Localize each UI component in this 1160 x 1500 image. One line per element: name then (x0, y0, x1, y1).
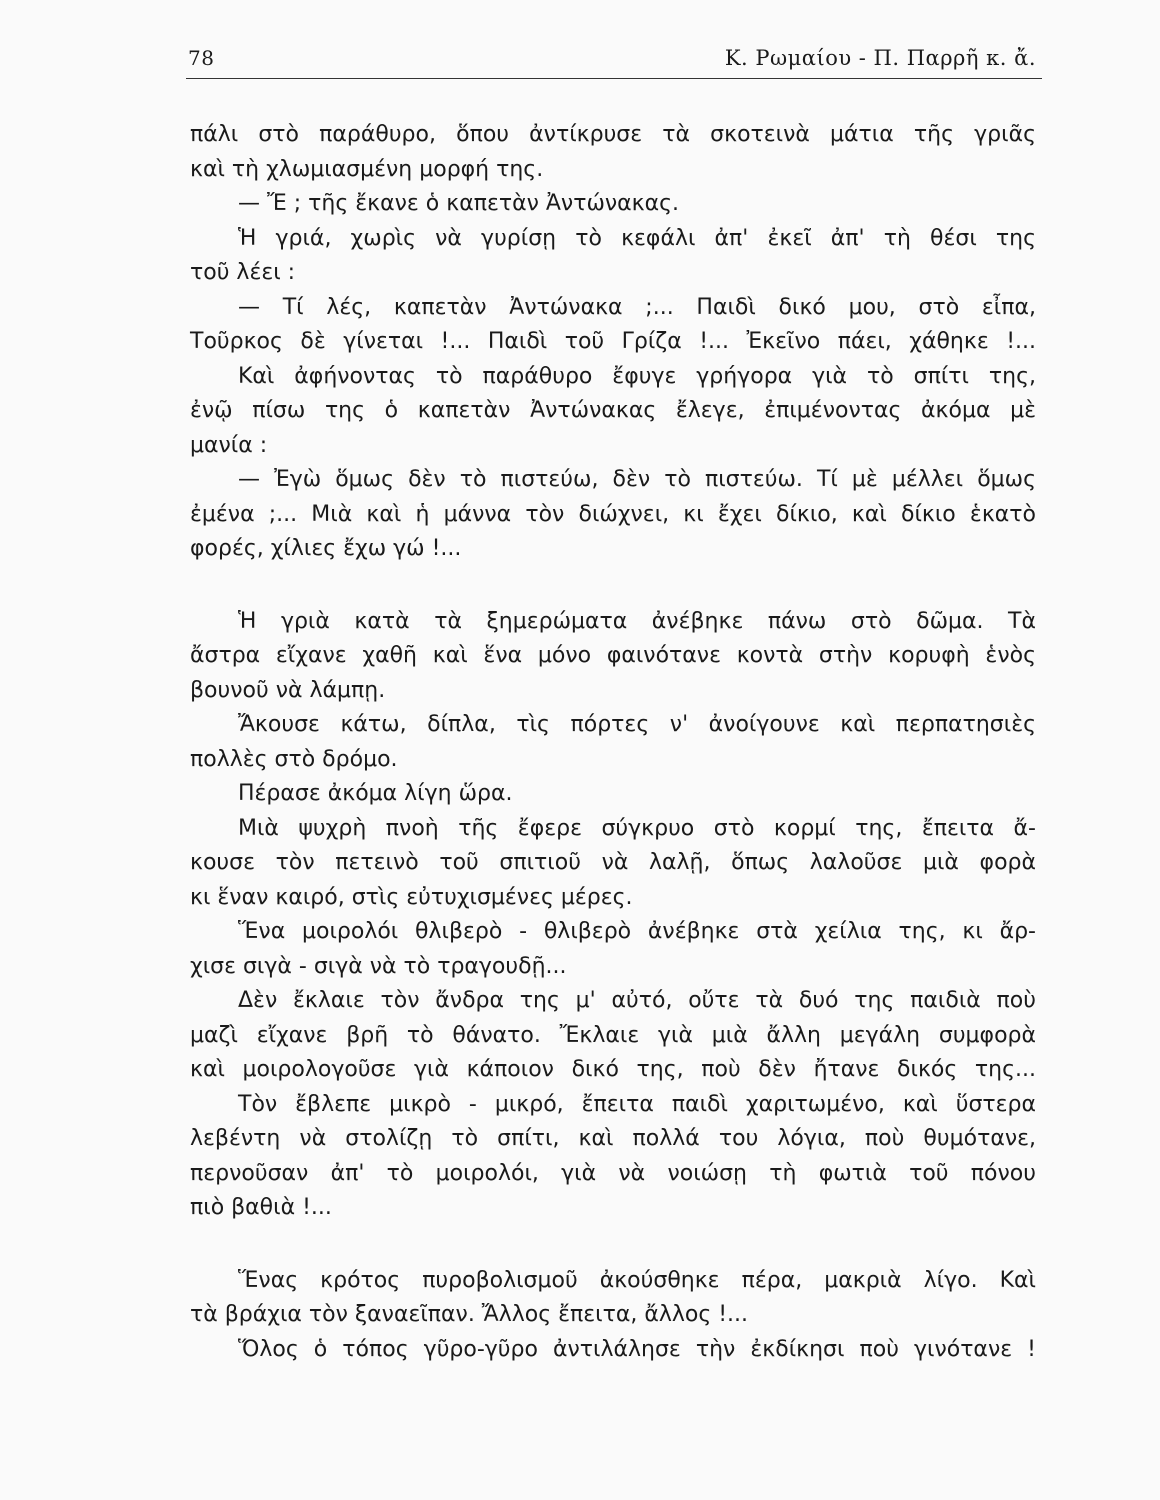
text-line: κουσε τὸν πετεινὸ τοῦ σπιτιοῦ νὰ λαλῇ, ὅπως λαλοῦσε μιὰ φορὰ (190, 850, 1036, 875)
text-line: Ἕνα μοιρολόι θλιβερὸ - θλιβερὸ ἀνέβηκε στὰ χείλια της, κι ἄρ- (238, 919, 1036, 944)
text-line: πάλι στὸ παράθυρο, ὅπου ἀντίκρυσε τὰ σκοτεινὰ μάτια τῆς γριᾶς (190, 122, 1036, 147)
text-line: λεβέντη νὰ στολίζῃ τὸ σπίτι, καὶ πολλά του λόγια, ποὺ θυμότανε, (190, 1126, 1036, 1151)
text-line: Τοῦρκος δὲ γίνεται !... Παιδὶ τοῦ Γρίζα !... Ἐκεῖνο πάει, χάθηκε !... (190, 329, 1036, 354)
running-head: Κ. Ρωμαίου - Π. Παρρῆ κ. ἄ. (724, 46, 1036, 70)
body-text (190, 118, 1036, 1367)
text-line: Πέρασε ἀκόμα λίγη ὥρα. (238, 781, 513, 806)
text-line: περνοῦσαν ἀπ' τὸ μοιρολόι, γιὰ νὰ νοιώσῃ τὴ φωτιὰ τοῦ πόνου (190, 1160, 1036, 1186)
text-line: Ἡ γριά, χωρὶς νὰ γυρίσῃ τὸ κεφάλι ἀπ' ἐκεῖ ἀπ' τὴ θέσι της (238, 225, 1036, 251)
page-header (188, 46, 1036, 78)
text-line: φορές, χίλιες ἔχω γώ !... (190, 536, 462, 561)
text-line: κι ἕναν καιρό, στὶς εὐτυχισμένες μέρες. (190, 884, 633, 910)
text-line: — Τί λές, καπετὰν Ἀντώνακα ;... Παιδὶ δικό μου, στὸ εἶπα, (238, 294, 1036, 320)
header-rule (186, 78, 1042, 79)
text-line: καὶ μοιρολογοῦσε γιὰ κάποιον δικό της, ποὺ δὲν ἤτανε δικός της... (190, 1057, 1036, 1082)
text-line: Ἡ γριὰ κατὰ τὰ ξημερώματα ἀνέβηκε πάνω στὸ δῶμα. Τὰ (238, 608, 1036, 634)
text-line: χισε σιγὰ - σιγὰ νὰ τὸ τραγουδῇ... (190, 953, 567, 979)
text-line: Μιὰ ψυχρὴ πνοὴ τῆς ἔφερε σύγκρυο στὸ κορμί της, ἔπειτα ἄ- (238, 815, 1036, 841)
text-line: καὶ τὴ χλωμιασμένη μορφή της. (190, 156, 544, 182)
text-line: ἐμένα ;... Μιὰ καὶ ἡ μάννα τὸν διώχνει, κι ἔχει δίκιο, καὶ δίκιο ἑκατὸ (190, 501, 1036, 527)
text-line: Τὸν ἔβλεπε μικρὸ - μικρό, ἔπειτα παιδὶ χαριτωμένο, καὶ ὕστερα (238, 1091, 1036, 1117)
text-line: βουνοῦ νὰ λάμπῃ. (190, 677, 386, 703)
text-line: μαζὶ εἴχανε βρῆ τὸ θάνατο. Ἔκλαιε γιὰ μιὰ ἄλλη μεγάλη συμφορὰ (190, 1022, 1036, 1048)
text-line: Δὲν ἔκλαιε τὸν ἄνδρα της μ' αὐτό, οὔτε τὰ δυό της παιδιὰ ποὺ (238, 988, 1036, 1013)
text-line: — Ἔ ; τῆς ἔκανε ὁ καπετὰν Ἀντώνακας. (238, 191, 680, 216)
text-line: Ἄκουσε κάτω, δίπλα, τὶς πόρτες ν' ἀνοίγουνε καὶ περπατησιὲς (238, 712, 1036, 737)
text-line: ἄστρα εἴχανε χαθῆ καὶ ἕνα μόνο φαινότανε κοντὰ στὴν κορυφὴ ἑνὸς (190, 643, 1036, 668)
text-line: Καὶ ἀφήνοντας τὸ παράθυρο ἔφυγε γρήγορα γιὰ τὸ σπίτι της, (238, 363, 1036, 389)
page-number: 78 (188, 46, 215, 70)
text-line: μανία : (190, 432, 268, 458)
text-line: πολλὲς στὸ δρόμο. (190, 746, 398, 772)
text-line: τοῦ λέει : (190, 260, 296, 285)
text-line: — Ἐγὼ ὅμως δὲν τὸ πιστεύω, δὲν τὸ πιστεύω. Τί μὲ μέλλει ὅμως (238, 467, 1036, 492)
text-line: ἐνῷ πίσω της ὁ καπετὰν Ἀντώνακας ἔλεγε, ἐπιμένοντας ἀκόμα μὲ (190, 398, 1036, 423)
text-line: Ὅλος ὁ τόπος γῦρο-γῦρο ἀντιλάλησε τὴν ἐκδίκησι ποὺ γινότανε ! (238, 1336, 1036, 1362)
text-line: πιὸ βαθιὰ !... (190, 1195, 332, 1220)
text-line: Ἕνας κρότος πυροβολισμοῦ ἀκούσθηκε πέρα, μακριὰ λίγο. Καὶ (238, 1267, 1036, 1293)
text-line: τὰ βράχια τὸν ξαναεῖπαν. Ἄλλος ἔπειτα, ἄλλος !... (190, 1302, 749, 1327)
